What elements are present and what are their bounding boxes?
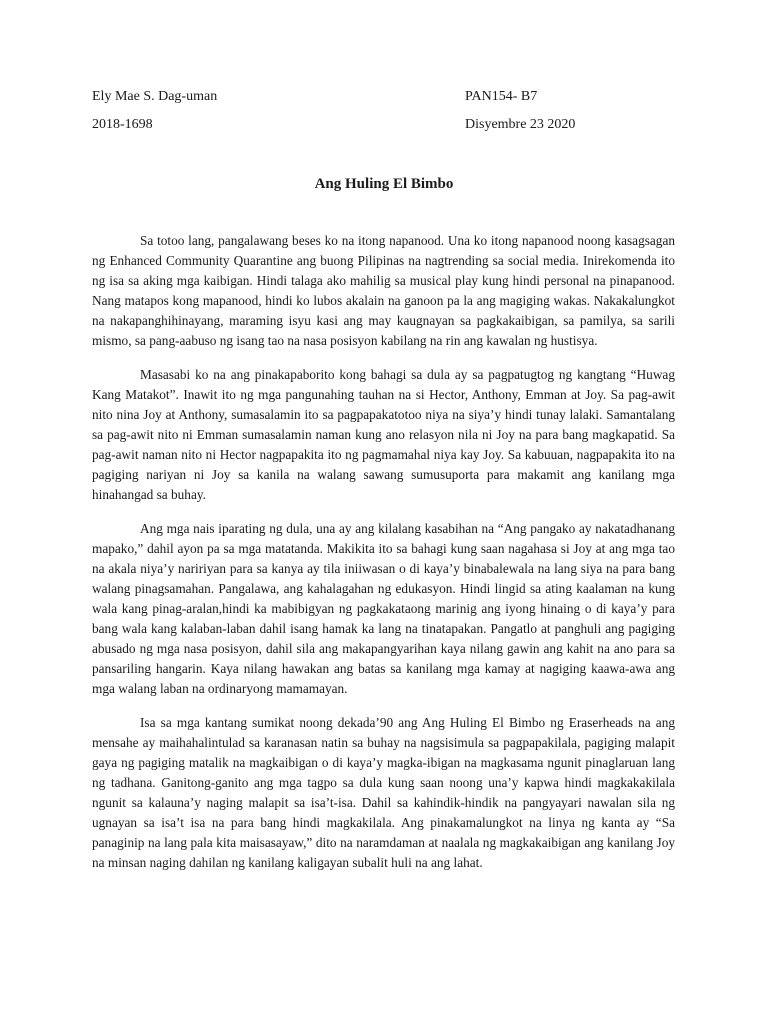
paragraph-3: Ang mga nais iparating ng dula, una ay ang kilalang kasabihan na “Ang pangako ay nakatadhanang mapako,” dahil ayon pa sa mga matatanda. Makikita ito sa bahagi kung saan nagahasa si Joy at ang mga tao na akala niya’y naririyan para sa kanya ay tila iniiwasan o di kaya’y binabalewala na lang siya na para bang walang pinagsamahan. Pangalawa, ang kahalagahan ng edukasyon. Hindi lingid sa ating kaalaman na kung wala kang pinag-aralan,hindi ka mabibigyan ng pagkakataong marinig ang iyong hinaing o di kaya’y para bang wala kang kalaban-laban dahil isang hamak ka lang na tinatapakan. Pangatlo at panghuli ang pagiging abusado ng mga nasa posisyon, dahil sila ang makapangyarihan kaya nilang gawin ang kahit na ano para sa pansariling hangarin. Kaya nilang hawakan ang batas sa kanilang mga kamay at nagiging kaawa-awa ang mga walang laban na ordinaryong mamamayan. bbox=[92, 521, 675, 696]
author-name: Ely Mae S. Dag-uman bbox=[92, 89, 218, 104]
document-title: Ang Huling El Bimbo bbox=[314, 176, 454, 192]
header-row-2 bbox=[92, 117, 692, 133]
paragraph-2: Masasabi ko na ang pinakapaborito kong bahagi sa dula ay sa pagpatugtog ng kangtang “Huwag Kang Matakot”. Inawit ito ng mga pangunahing tauhan na si Hector, Anthony, Emman at Joy. Sa pag-awit nito nina Joy at Anthony, sumasalamin ito sa pagpapakatotoo niya na siya’y hindi tunay lalaki. Samantalang sa pag-awit nito ni Emman sumasalamin naman kung ano relasyon nila ni Joy na para bang magkapatid. Sa pag-awit naman nito ni Hector nagpapakita ito ng pagmamahal niya kay Joy. Sa kabuuan, nagpapakita ito na pagiging nariyan ni Joy sa kanila na walang sawang sumusuporta para makamit ang kanilang mga hinahangad sa buhay. bbox=[92, 367, 675, 502]
course-code: PAN154- B7 bbox=[465, 89, 538, 104]
document-body bbox=[92, 231, 675, 887]
document-date: Disyembre 23 2020 bbox=[465, 117, 576, 132]
paragraph-1: Sa totoo lang, pangalawang beses ko na itong napanood. Una ko itong napanood noong kasagsagan ng Enhanced Community Quarantine ang buong Pilipinas na nagtrending sa social media. Inirekomenda ito ng isa sa aking mga kaibigan. Hindi talaga ako mahilig sa musical play kung hindi personal na pinapanood. Nang matapos kong mapanood, hindi ko lubos akalain na ganoon pa la ang magiging wakas. Nakakalungkot na nakapanghihinayang, maraming isyu kasi ang may kaugnayan sa pagkakaibigan, sa pamilya, sa sarili mismo, sa pang-aabuso ng isang tao na nasa posisyon kabilang na rin ang kawalan ng hustisya. bbox=[92, 233, 675, 348]
header-row-1 bbox=[92, 89, 692, 105]
paragraph-4: Isa sa mga kantang sumikat noong dekada’90 ang Ang Huling El Bimbo ng Eraserheads na ang mensahe ay maihahalintulad sa karanasan natin sa buhay na nagsisimula sa pagpapakilala, pagiging malapit gaya ng pagiging matalik na magkaibigan o di kaya’y magka-ibigan na magkasama ngunit pinaglaruan lang ng tadhana. Ganitong-ganito ang mga tagpo sa dula kung saan noong una’y kapwa hindi magkakakilala ngunit sa kalauna’y naging malapit sa isa’t-isa. Dahil sa kahindik-hindik na pangyayari nawalan sila ng ugnayan sa isa’t isa na para bang hindi magkakilala. Ang pinakamalungkot na linya ng kanta ay “Sa panaginip na lang pala kita maisasayaw,” dito na naramdaman at naalala ng magkakaibigan ang kanilang Joy na minsan naging dahilan ng kanilang kaligayan subalit huli na ang lahat. bbox=[92, 715, 675, 870]
student-id: 2018-1698 bbox=[92, 117, 153, 132]
